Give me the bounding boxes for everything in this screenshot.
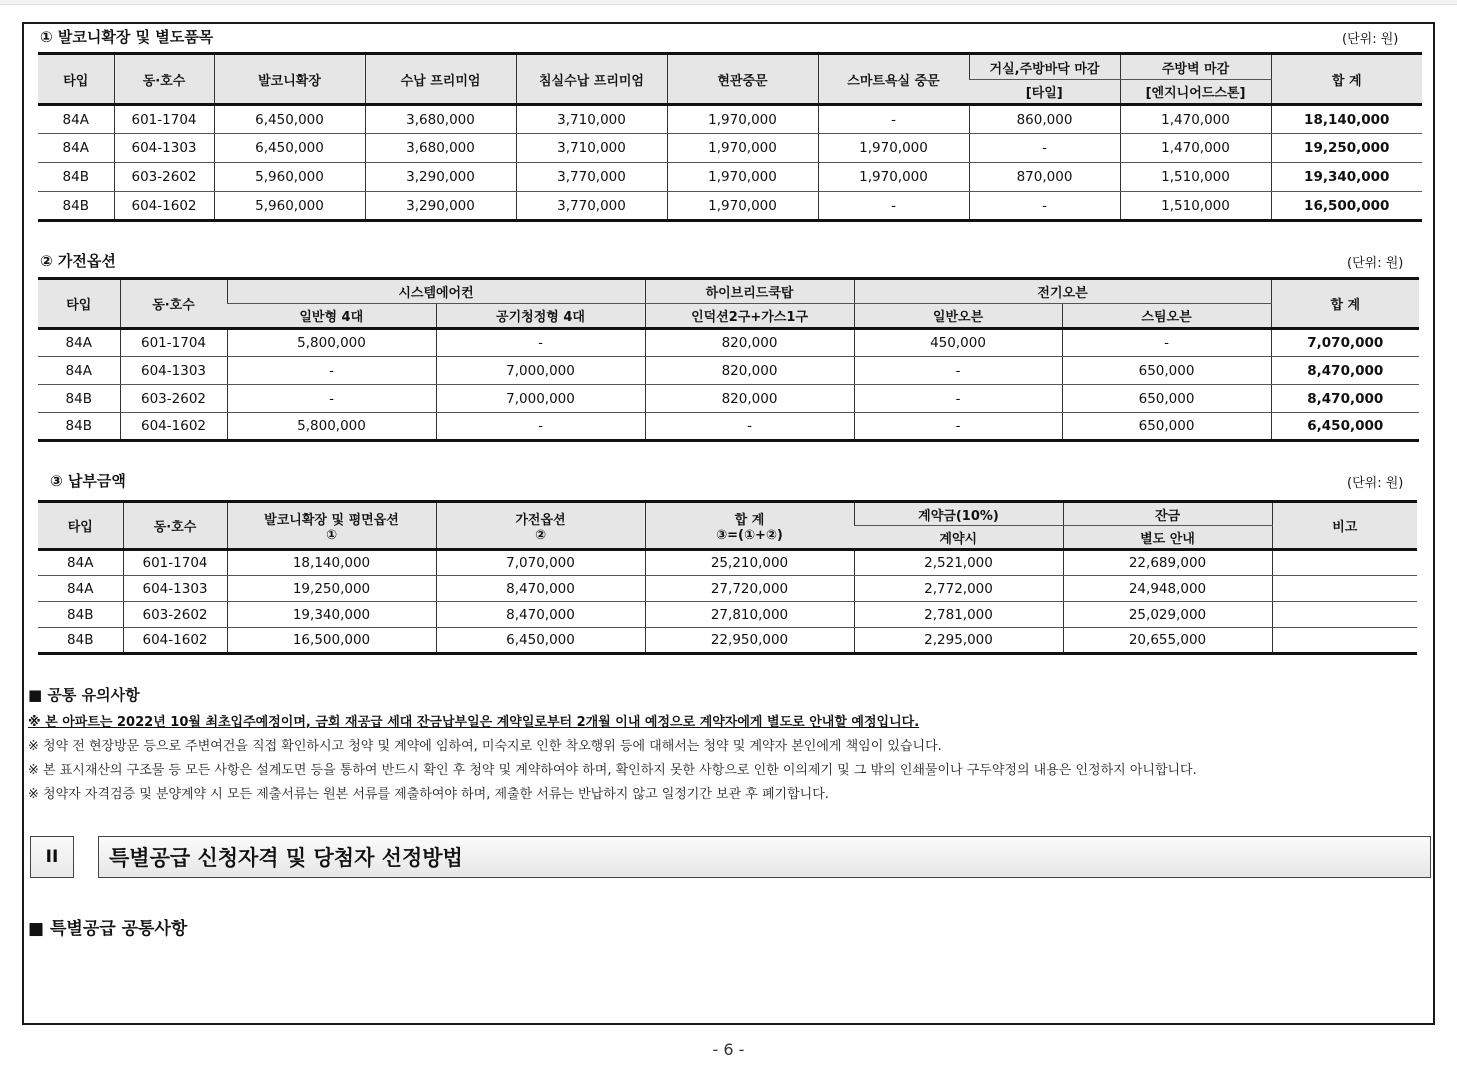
table-cell: 27,720,000 [645, 576, 854, 602]
table-cell: 6,450,000 [214, 105, 365, 134]
table-cell: 22,689,000 [1063, 550, 1272, 576]
table-cell: 27,810,000 [645, 602, 854, 628]
header-total: 합 계 [1271, 54, 1422, 105]
table-cell: - [854, 413, 1062, 441]
table-cell: - [854, 385, 1062, 413]
table-cell: 1,970,000 [667, 105, 818, 134]
table-cell: 820,000 [645, 329, 854, 357]
table-cell: - [1062, 329, 1271, 357]
table-cell: 84B [38, 385, 120, 413]
table-cell: 3,710,000 [516, 105, 667, 134]
table-cell: 870,000 [969, 163, 1120, 192]
table-cell: 19,340,000 [227, 602, 436, 628]
table-row [38, 329, 1419, 357]
table-cell: 3,290,000 [365, 192, 516, 221]
table-cell: 604-1602 [114, 192, 214, 221]
table-cell: 604-1303 [123, 576, 227, 602]
table-cell: 18,140,000 [1271, 105, 1422, 134]
table-row [38, 602, 1417, 628]
special-supply-subheading: ■ 특별공급 공통사항 [28, 919, 188, 939]
table-cell: 820,000 [645, 385, 854, 413]
header-deposit: 계약금(10%) [854, 502, 1063, 526]
header-balcony-plan-options: 발코니확장 및 평면옵션 ① [227, 502, 436, 550]
table-cell: 18,140,000 [227, 550, 436, 576]
table-cell: 7,000,000 [436, 385, 645, 413]
table-cell: 2,521,000 [854, 550, 1063, 576]
table-cell: 84A [38, 105, 114, 134]
table-cell: 3,680,000 [365, 105, 516, 134]
table-cell: - [227, 357, 436, 385]
table-cell: 16,500,000 [1271, 192, 1422, 221]
section-heading: 특별공급 신청자격 및 당첨자 선정방법 [98, 836, 1431, 878]
table-row [38, 628, 1417, 654]
table-cell: 860,000 [969, 105, 1120, 134]
table-row [38, 192, 1422, 221]
table-cell: 603-2602 [123, 602, 227, 628]
table-cell: - [436, 413, 645, 441]
table-cell: 1,970,000 [818, 163, 969, 192]
table-cell: 25,029,000 [1063, 602, 1272, 628]
section-numeral: II [30, 836, 74, 878]
common-notes [28, 684, 1428, 807]
table-cell: - [818, 105, 969, 134]
table-cell: 604-1303 [120, 357, 227, 385]
table-cell: - [436, 329, 645, 357]
header-deposit-timing: 계약시 [854, 526, 1063, 550]
table-cell: 3,290,000 [365, 163, 516, 192]
table-cell: 84A [38, 329, 120, 357]
table-cell: 7,070,000 [436, 550, 645, 576]
table-cell: 604-1303 [114, 134, 214, 163]
table-cell: 601-1704 [123, 550, 227, 576]
payment-amount-table [38, 500, 1417, 655]
table-cell: - [969, 192, 1120, 221]
table-row [38, 105, 1422, 134]
table-cell: 1,470,000 [1120, 134, 1271, 163]
table-cell: 650,000 [1062, 413, 1271, 441]
table-cell: 5,800,000 [227, 329, 436, 357]
header-floor-finish-material: [타일] [969, 80, 1120, 105]
table-cell: 8,470,000 [436, 576, 645, 602]
table-cell: 3,710,000 [516, 134, 667, 163]
table-cell: - [818, 192, 969, 221]
header-oven-standard: 일반오븐 [854, 304, 1062, 329]
header-type: 타입 [38, 279, 120, 329]
header-hybrid-cooktop: 하이브리드쿡탑 [645, 279, 854, 304]
note-line: ※ 청약자 자격검증 및 분양계약 시 모든 제출서류는 원본 서류를 제출하여야 하며, 제출한 서류는 반납하지 않고 일정기간 보관 후 폐기합니다. [28, 787, 829, 802]
table-cell: 820,000 [645, 357, 854, 385]
table-cell: 604-1602 [120, 413, 227, 441]
table-cell: 84B [38, 192, 114, 221]
table-cell: 5,800,000 [227, 413, 436, 441]
table-cell: 8,470,000 [436, 602, 645, 628]
table-cell: 24,948,000 [1063, 576, 1272, 602]
table-cell: 8,470,000 [1271, 357, 1419, 385]
header-unit-no: 동·호수 [123, 502, 227, 550]
table-cell: 1,970,000 [667, 134, 818, 163]
table-row [38, 413, 1419, 441]
table-cell: 603-2602 [120, 385, 227, 413]
table-cell: 601-1704 [120, 329, 227, 357]
table-cell: 19,250,000 [1271, 134, 1422, 163]
header-aircon-purifier: 공기청정형 4대 [436, 304, 645, 329]
section-2-title: ② 가전옵션 [40, 252, 116, 270]
table-row [38, 357, 1419, 385]
table-row [38, 576, 1417, 602]
header-smart-bath-door: 스마트욕실 중문 [818, 54, 969, 105]
table-cell: 650,000 [1062, 385, 1271, 413]
header-balance: 잔금 [1063, 502, 1272, 526]
table-cell: 8,470,000 [1271, 385, 1419, 413]
table-cell: 1,510,000 [1120, 192, 1271, 221]
top-border [0, 0, 1457, 5]
table-cell: 16,500,000 [227, 628, 436, 654]
table-cell: 84A [38, 134, 114, 163]
header-electric-oven: 전기오븐 [854, 279, 1271, 304]
header-aircon-standard: 일반형 4대 [227, 304, 436, 329]
table-cell: 19,340,000 [1271, 163, 1422, 192]
table-cell: 6,450,000 [436, 628, 645, 654]
table-cell: 2,772,000 [854, 576, 1063, 602]
notes-heading: ■ 공통 유의사항 [28, 686, 140, 704]
table-cell: 19,250,000 [227, 576, 436, 602]
table-cell: - [227, 385, 436, 413]
header-bedroom-storage: 침실수납 프리미엄 [516, 54, 667, 105]
table-cell: 1,970,000 [818, 134, 969, 163]
table-cell: 3,770,000 [516, 163, 667, 192]
table-cell: 1,470,000 [1120, 105, 1271, 134]
header-type: 타입 [38, 54, 114, 105]
table-cell: 1,510,000 [1120, 163, 1271, 192]
header-unit-no: 동·호수 [114, 54, 214, 105]
header-type: 타입 [38, 502, 123, 550]
note-line: ※ 본 아파트는 2022년 10월 최초입주예정이며, 금회 재공급 세대 잔금납부일은 계약일로부터 2개월 이내 예정으로 계약자에게 별도로 안내할 예정입니다. [28, 715, 920, 730]
table-cell: 84A [38, 550, 123, 576]
table-cell: 84B [38, 163, 114, 192]
note-line: ※ 청약 전 현장방문 등으로 주변여건을 직접 확인하시고 청약 및 계약에 임하여, 미숙지로 인한 착오행위 등에 대해서는 청약 및 계약자 본인에게 책임이 있습니다. [28, 739, 942, 754]
table-cell: 7,070,000 [1271, 329, 1419, 357]
table-row [38, 385, 1419, 413]
table-cell: 604-1602 [123, 628, 227, 654]
table-cell: 84B [38, 602, 123, 628]
header-cooktop-type: 인덕션2구+가스1구 [645, 304, 854, 329]
table-cell: 84B [38, 628, 123, 654]
section-1-title: ① 발코니확장 및 별도품목 [40, 28, 214, 46]
header-total-sum: 합 계 ③=(①+②) [645, 502, 854, 550]
table-cell: 601-1704 [114, 105, 214, 134]
table-cell: 84B [38, 413, 120, 441]
table-cell: - [969, 134, 1120, 163]
header-floor-finish: 거실,주방바닥 마감 [969, 54, 1120, 80]
header-total: 합 계 [1271, 279, 1419, 329]
table-cell [1272, 602, 1417, 628]
table-cell: 84A [38, 576, 123, 602]
header-balance-timing: 별도 안내 [1063, 526, 1272, 550]
section-2-unit: (단위: 원) [1347, 256, 1404, 271]
header-entrance-door: 현관중문 [667, 54, 818, 105]
table-cell: 1,970,000 [667, 192, 818, 221]
header-balcony: 발코니확장 [214, 54, 365, 105]
table-cell: 20,655,000 [1063, 628, 1272, 654]
table-cell: 3,680,000 [365, 134, 516, 163]
table-cell [1272, 550, 1417, 576]
table-row [38, 134, 1422, 163]
table-cell: 603-2602 [114, 163, 214, 192]
table-cell: 1,970,000 [667, 163, 818, 192]
balcony-options-table [38, 52, 1422, 222]
header-unit-no: 동·호수 [120, 279, 227, 329]
page-number: - 6 - [712, 1040, 745, 1059]
table-cell: 650,000 [1062, 357, 1271, 385]
header-oven-steam: 스팀오븐 [1062, 304, 1271, 329]
table-cell: 5,960,000 [214, 163, 365, 192]
table-cell: 450,000 [854, 329, 1062, 357]
table-cell: - [854, 357, 1062, 385]
header-kitchen-wall-material: [엔지니어드스톤] [1120, 80, 1271, 105]
table-cell: - [645, 413, 854, 441]
header-kitchen-wall: 주방벽 마감 [1120, 54, 1271, 80]
note-line: ※ 본 표시재산의 구조물 등 모든 사항은 설계도면 등을 통하여 반드시 확인 후 청약 및 계약하여야 하며, 확인하지 못한 사항으로 인한 이의제기 및 그 밖의 인쇄물이나 구두약정의 내용은 인정하지 아니합니다. [28, 763, 1197, 778]
appliance-options-table [38, 277, 1419, 442]
table-row [38, 163, 1422, 192]
table-cell: 6,450,000 [214, 134, 365, 163]
table-cell: 25,210,000 [645, 550, 854, 576]
header-remarks: 비고 [1272, 502, 1417, 550]
header-storage: 수납 프리미엄 [365, 54, 516, 105]
table-cell: 3,770,000 [516, 192, 667, 221]
table-cell: 22,950,000 [645, 628, 854, 654]
table-cell: 2,781,000 [854, 602, 1063, 628]
table-cell: 7,000,000 [436, 357, 645, 385]
section-3-title: ③ 납부금액 [50, 472, 126, 490]
section-3-unit: (단위: 원) [1347, 476, 1404, 491]
table-cell: 6,450,000 [1271, 413, 1419, 441]
table-row [38, 550, 1417, 576]
table-cell: 5,960,000 [214, 192, 365, 221]
header-system-aircon: 시스템에어컨 [227, 279, 645, 304]
header-appliance-options: 가전옵션 ② [436, 502, 645, 550]
table-cell: 2,295,000 [854, 628, 1063, 654]
table-cell [1272, 576, 1417, 602]
table-cell [1272, 628, 1417, 654]
table-cell: 84A [38, 357, 120, 385]
section-1-unit: (단위: 원) [1342, 32, 1399, 47]
